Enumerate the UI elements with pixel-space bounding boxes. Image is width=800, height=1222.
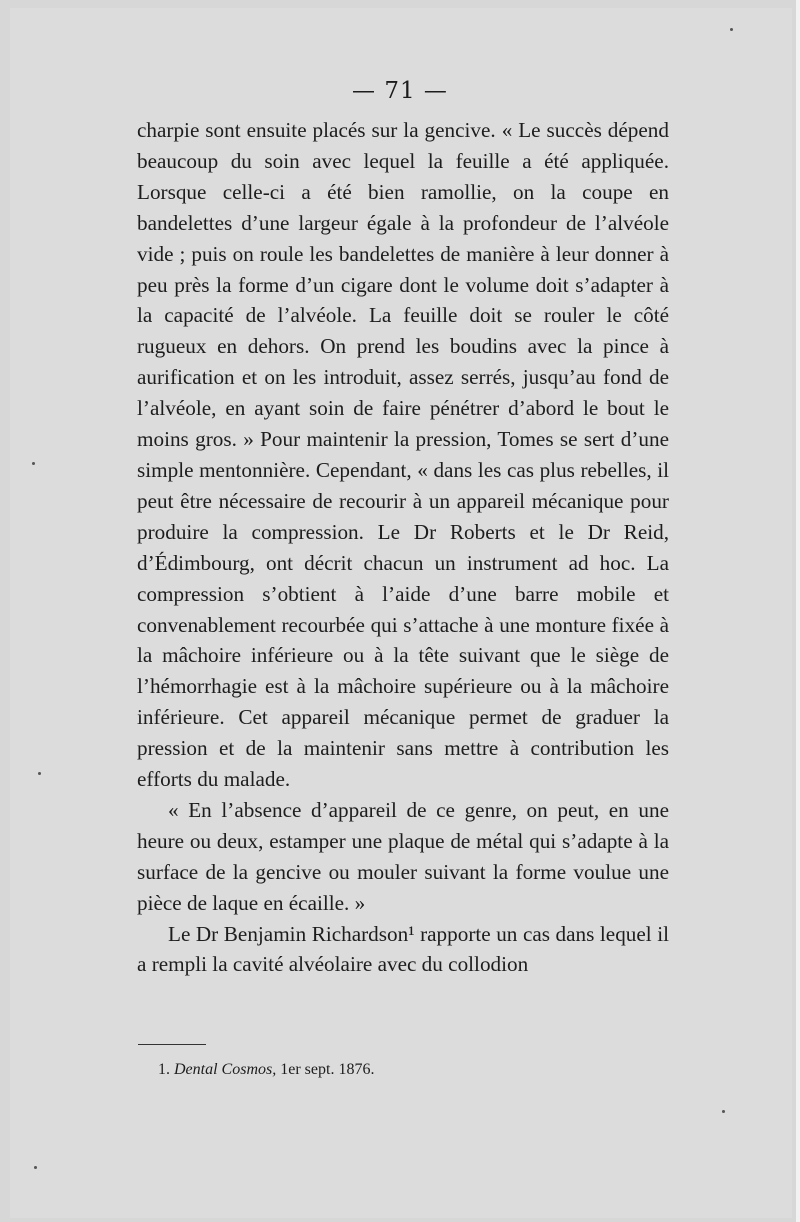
paragraph-1: charpie sont ensuite placés sur la gencive. « Le succès dépend beaucoup du soin avec lequel la feuille a été appliquée. Lorsque celle-ci a été bien ramollie, on la coupe en bandelettes d’une largeur égale à la profondeur de l’alvéole vide ; puis on roule les bandelettes de manière à leur donner à peu près la forme d’un cigare dont le volume doit s’adapter à la capacité de l’alvéole. La feuille doit se rouler le côté rugueux en dehors. On prend les boudins avec la pince à aurification et on les introduit, assez serrés, jusqu’au fond de l’alvéole, en ayant soin de faire pénétrer d’abord le bout le moins gros. » Pour maintenir la pression, Tomes se sert d’une simple mentonnière. Cependant, « dans les cas plus rebelles, il peut être nécessaire de recourir à un appareil mécanique pour produire la compression. Le Dr Roberts et le Dr Reid, d’Édimbourg, ont décrit chacun un instrument ad hoc. La compression s’obtient à l’aide d’une barre mobile et convenablement recourbée qui s’attache à une monture fixée à la mâchoire inférieure ou à la tête suivant que le siège de l’hémorrhagie est à la mâchoire supérieure ou à la mâchoire inférieure. Cet appareil mécanique permet de graduer la pression et de la maintenir sans mettre à contribution les efforts du malade. bbox=[137, 118, 669, 792]
paragraph-3: Le Dr Benjamin Richardson¹ rapporte un cas dans lequel il a rempli la cavité alvéolaire avec du collodion bbox=[137, 921, 669, 977]
footnote-number: 1. bbox=[158, 1061, 170, 1078]
scan-speck bbox=[730, 28, 733, 31]
footnote bbox=[158, 1061, 374, 1079]
page-number: — 71 — bbox=[352, 78, 448, 104]
body-text bbox=[137, 115, 669, 980]
footnote-source: Dental Cosmos, bbox=[174, 1061, 277, 1078]
scan-speck bbox=[32, 462, 35, 465]
paragraph-2: « En l’absence d’appareil de ce genre, on peut, en une heure ou deux, estamper une plaque de métal qui s’adapte à la surface de la gencive ou mouler suivant la forme voulue une pièce de laque en écaille. » bbox=[137, 797, 669, 915]
scan-speck bbox=[722, 1110, 725, 1113]
scan-speck bbox=[34, 1166, 37, 1169]
scan-speck bbox=[38, 772, 41, 775]
footnote-divider bbox=[138, 1044, 206, 1045]
footnote-date: 1er sept. 1876. bbox=[280, 1061, 375, 1078]
